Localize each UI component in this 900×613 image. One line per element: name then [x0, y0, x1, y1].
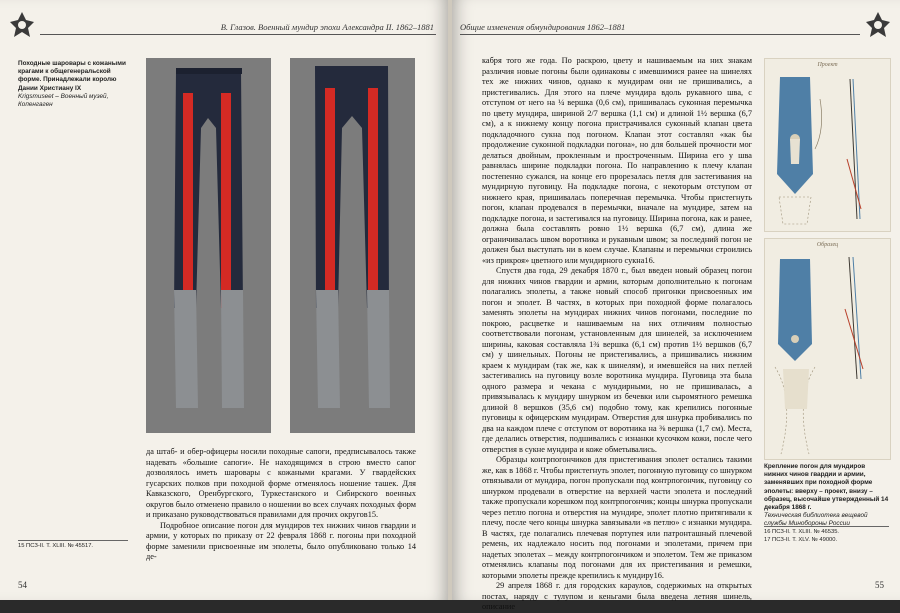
- trousers-photo-front: [146, 58, 271, 433]
- right-body-text: [482, 56, 752, 613]
- left-body-text: [146, 447, 416, 563]
- footnote: 15 ПСЗ-II. Т. XLIII. № 45517.: [18, 540, 128, 551]
- paragraph: Спустя два года, 29 декабря 1870 г., был введен новый образец погон для нижних чинов гвардии и армии, которым дополнительно к погонам полагались эполеты, а также новый способ пригонки присвоенных им погон и эполет. В частях, в которых при походной форме полагалось заменять эполеты на мундирах нижних чинов погонами, последние по покрою, расцветке и нашиваемым на них отличиям полностью соответствовали погонам, установленным для шинелей, за исключением ширины, каковая составляла 1¾ вершка (6,1 см) против 1½ вершков (6,7 см) у шинельных. Погоны не пристегивались, а пришивались нижним краем к мундирам (так же, как к шинелям), и имевшейся на них петлей застегивались на пуговицу возле воротника мундира. Пуговица эта была одного размера и чекана с мундирными, но не пришивалась, а привязывалась к мундиру шнурком из бечевки или сыромятного ремешка длиной 8 вершков (35,6 см) подобно тому, как крепились погонные пуговицы к офицерским мундирам. Отверстия для шнурка пробивались по два на каждом плече с отступом от воротника на ⅜ вершка (1,7 см). Места, где делались отверстия, подшивались с изнанки кусочком кожи, после чего отверстия в сукне мундира и коже обметывались.: [482, 266, 752, 454]
- paragraph: 29 апреля 1868 г. для городских караулов, содержимых на открытых постах, наряду с тулупом и кеньгами была введена летняя шинель, описание: [482, 581, 752, 611]
- page-number: 54: [18, 580, 27, 590]
- footnote: 17 ПСЗ-II. Т. XLV. № 49000.: [764, 536, 838, 543]
- footnote: 16 ПСЗ-II. Т. XLIII. № 46535.: [764, 529, 840, 535]
- header-rule: [40, 34, 436, 35]
- ornament-logo-icon: [8, 10, 36, 40]
- paragraph: Подробное описание погон для мундиров тех нижних чинов гвардии и армии, у которых по приказу от 22 февраля 1868 г. погоны при походной форме заменили присвоенные им эполеты, было опубликовано только 14 де-: [146, 520, 416, 561]
- drawing-caption: [764, 463, 889, 529]
- caption-title: Походные шаровары с кожаными крагами к общегенеральской форме. Принадлежали королю Дании Христиану IX: [18, 60, 126, 92]
- right-page: [452, 0, 900, 611]
- drawing-label: Образец: [816, 242, 839, 248]
- trousers-photo-back: [290, 58, 415, 433]
- left-page: [0, 0, 448, 600]
- paragraph: Образцы контрпогончиков для пристегивания эполет остались такими же, как в 1868 г. Чтобы пристегнуть эполет, погонную пуговицу со шнурком отвязывали от мундира, погон пропускали под контрпогончик, пуговицу со шнурком продевали в отверстие на верхней части эполета и последний также пропускали корешком под контрпогончик; концы шнурка пропускали через петлю погона и отверстия на мундире, эполет плотно притягивали к плечу, после чего концы шнурка завязывали «в петлю» с изнанки мундира. В частях, где полагались плечевая портупея или патронташный плечевой ремень, их надлежало носить под погонами и эполетами, причем при надетых эполетах – между контрпогончиком и эполетом. Тем же приказом отменялись клапаны под погонами для их пристегивания и ремешки, которыми эполеты прежде крепились к мундиру16.: [482, 455, 752, 580]
- shoulder-strap-drawing-approved: [764, 238, 891, 460]
- header-rule: [460, 34, 860, 35]
- photo-caption: [18, 60, 128, 109]
- caption-title: Крепление погон для мундиров нижних чинов гвардии и армии, заменявших при походной форме эполеты: вверху – проект, внизу – образец, высочайше утвержденный 14 декабря 1868 г.: [764, 463, 889, 512]
- paragraph: кабря того же года. По раскрою, цвету и нашиваемым на них знакам различия новые погоны были одинаковы с имевшимися ранее на шинелях тех же нижних чинов, однако к мундирам они не пришивались, а пристегивались. Для этого на плече мундира вдоль рукавного шва, с отступом от него на ¼ вершка (0,6 см), пришивалась суконная перемычка по цвету мундира, шириной 2/7 вершка (1,1 см) и длиной 1½ вершка (6,7 см), а к нижнему концу погона пристрачивался суконный клапан цвета подкладочного сукна под погоном. Клапан этот составлял «как бы продолжение суконной подкладки погона», но для большей прочности мог делаться двойным, прокленным и простроченным. Ширина его у шва равнялась ширине подкладки погона. По направлению к плечу клапан постепенно сужался, на конце его прорезалась петля для застегивания на мундирную пуговицу. На подкладке погона, с некоторым отступом от нижнего края, пришивалась поперечная перемычка. Чтобы пристегнуть погон, клапан продевался в перемычки, вначале на мундире, затем на подкладке погона, и застегивался на пуговицу. Ширина погона, как и ранее, должна была составлять ровно 1½ вершка (6,7 см), длина же ограничивалась швом воротника и рукавным швом; за последний погон не должен был выступать ни в коем случае. Клапаны и перемычки строились «из прикроя» цветного или мундирного сукна16.: [482, 56, 752, 265]
- footnotes: [764, 526, 889, 544]
- running-header: Общие изменения обмундирования 1862–1881: [460, 22, 626, 32]
- drawing-label: Проект: [817, 62, 838, 68]
- caption-credit: Техническая библиотека вещевой службы Минобороны России: [764, 512, 868, 528]
- shoulder-strap-drawing-project: [764, 58, 891, 232]
- ornament-logo-icon: [864, 10, 892, 40]
- caption-credit: Krigsmuseet – Военный музей, Копенгаген: [18, 92, 109, 109]
- running-header: В. Глазов. Военный мундир эпохи Александра II. 1862–1881: [220, 22, 434, 32]
- paragraph: да штаб- и обер-офицеры носили походные сапоги, предписывалось также надевать «большие сапоги». Не находящимся в строю вместо сапог дозволялось иметь шаровары с кожаными крагами. У гвардейских гусарских полков при походной форме отменялось ношение ташек. Для Кавказского, Оренбургского, Туркестанского и Сибирского военных округов было отменено правило о ношении во всех случаях походных форм и приказано руководствоваться правилами для прочих округов15.: [146, 447, 416, 519]
- page-number: 55: [875, 580, 884, 590]
